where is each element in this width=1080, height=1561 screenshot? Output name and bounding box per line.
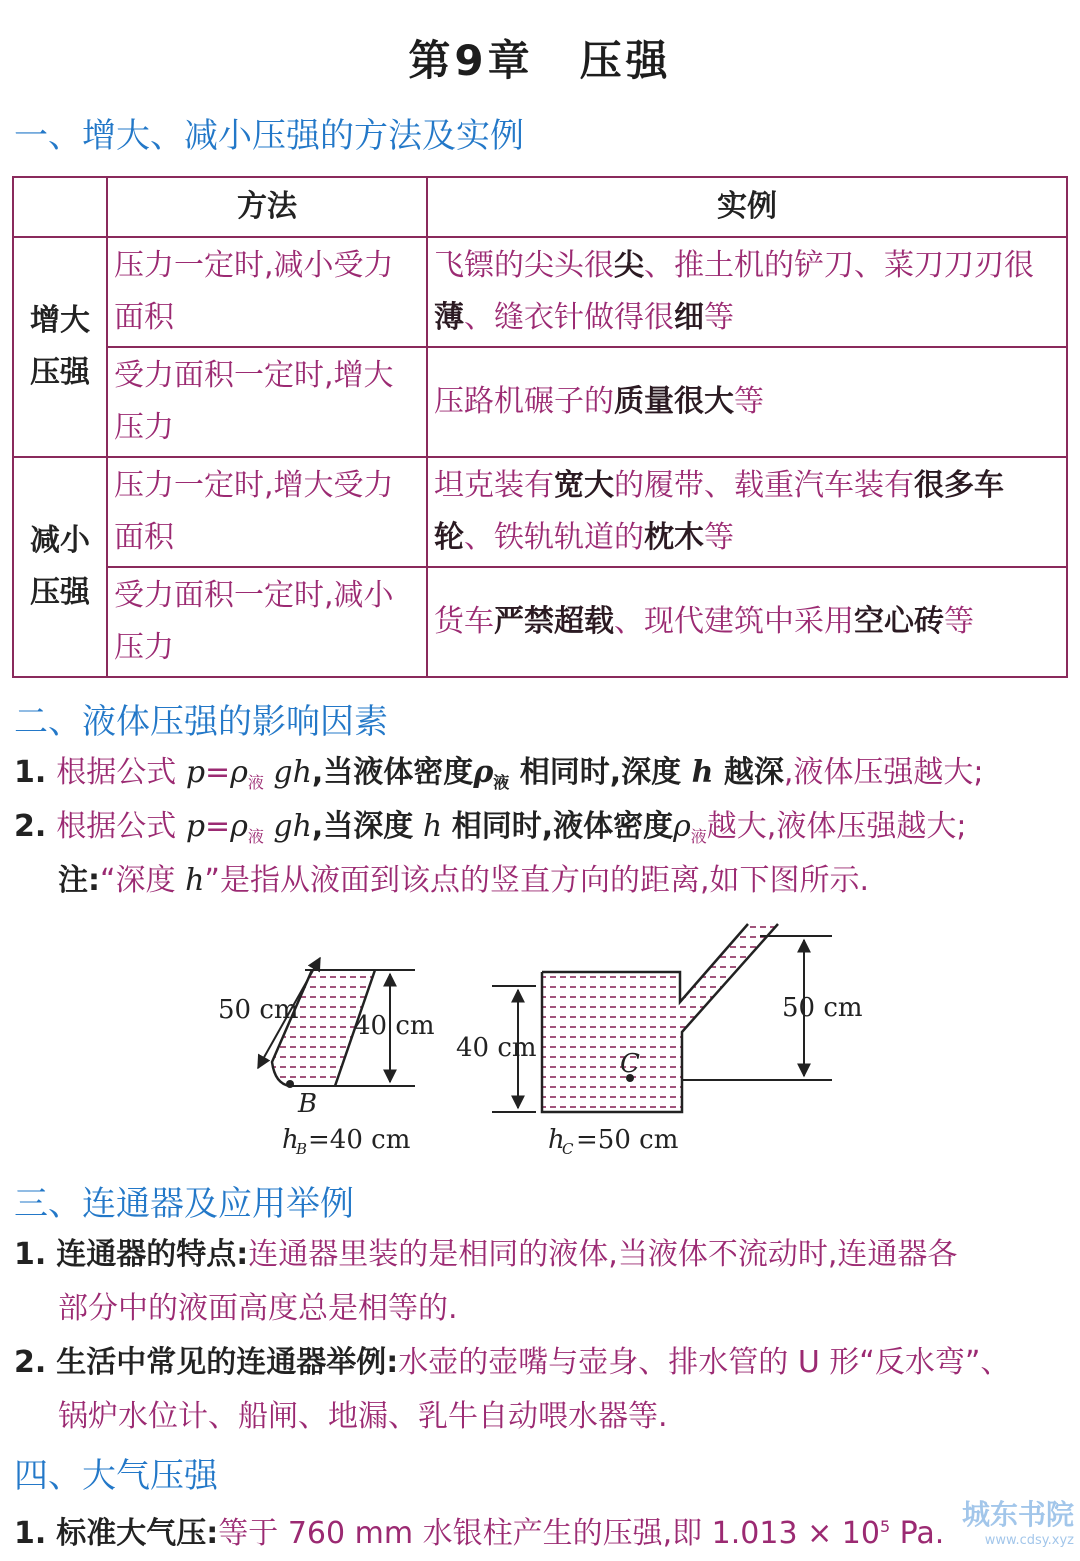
container-vessel: [492, 922, 832, 1112]
example-cell: 飞镖的尖头很尖、推土机的铲刀、菜刀刀刃很薄、缝衣针做得很细等: [427, 237, 1067, 347]
section-heading-4: 四、大气压强: [14, 1456, 218, 1496]
left-caption-value: =40 cm: [308, 1125, 411, 1155]
method-cell: 压力一定时,减小受力面积: [107, 237, 427, 347]
point-c-label: C: [620, 1049, 640, 1079]
watermark-name: 城东书院: [961, 1498, 1074, 1531]
left-caption-sub: B: [296, 1140, 308, 1158]
watermark-url: www.cdsy.xyz: [984, 1533, 1074, 1548]
category-label: 增大: [30, 303, 90, 338]
depth-diagram: [200, 912, 880, 1162]
example-cell: 货车严禁超载、现代建筑中采用空心砖等: [427, 567, 1067, 677]
right-left-height-label: 40 cm: [456, 1033, 537, 1063]
page-title: 第9章 压强: [408, 36, 672, 85]
method-cell: 压力一定时,增大受力面积: [107, 457, 427, 567]
table-header-example: 实例: [427, 177, 1067, 237]
liquid-point-1: 1. 根据公式 $p=\rho_液$ gh,当液体密度$\rho_液$ 相同时,深度 h 越深,液体压强越大;: [14, 755, 984, 792]
table-header-row: [13, 177, 1067, 237]
right-caption-h: h: [548, 1125, 565, 1155]
table-row: [13, 237, 1067, 347]
right-caption-sub: C: [562, 1140, 574, 1158]
liquid-note: 注:“深度 h”是指从液面到该点的竖直方向的距离,如下图所示.: [58, 863, 870, 898]
liquid-point-2: 2. 根据公式 $p=\rho_液$ gh,当深度 h 相同时,液体密度$\rho_液$越大,液体压强越大;: [14, 809, 967, 846]
category-decrease: [13, 457, 107, 677]
method-cell: 受力面积一定时,减小压力: [107, 567, 427, 677]
category-label: 减小: [30, 523, 90, 558]
table-row: [13, 457, 1067, 567]
table-header-method: 方法: [107, 177, 427, 237]
right-caption-value: =50 cm: [576, 1125, 679, 1155]
connector-point-2: 2. 生活中常见的连通器举例:水壶的壶嘴与壶身、排水管的 U 形“反水弯”、: [14, 1345, 1011, 1380]
atmos-point-1: 1. 标准大气压:等于 760 mm 水银柱产生的压强,即 $1.013 \times 10^5$ Pa.: [14, 1516, 945, 1551]
connector-point-1-cont: 部分中的液面高度总是相等的.: [58, 1291, 458, 1326]
table-row: [13, 347, 1067, 457]
methods-table: [12, 176, 1068, 678]
watermark: [962, 1493, 1074, 1548]
left-caption-h: h: [282, 1125, 299, 1155]
table-header-empty: [13, 177, 107, 237]
left-height-label: 40 cm: [354, 1011, 435, 1041]
example-cell: 坦克装有宽大的履带、载重汽车装有很多车轮、铁轨轨道的枕木等: [427, 457, 1067, 567]
method-cell: 受力面积一定时,增大压力: [107, 347, 427, 457]
category-increase: [13, 237, 107, 457]
section-heading-2: 二、液体压强的影响因素: [14, 702, 388, 742]
section-heading-3: 三、连通器及应用举例: [14, 1184, 354, 1224]
left-slant-label: 50 cm: [218, 995, 299, 1025]
category-label: 压强: [30, 355, 90, 390]
connector-point-1: 1. 连通器的特点:连通器里装的是相同的液体,当液体不流动时,连通器各: [14, 1237, 958, 1272]
right-height-label: 50 cm: [782, 993, 863, 1023]
table-row: [13, 567, 1067, 677]
example-cell: 压路机碾子的质量很大等: [427, 347, 1067, 457]
category-label: 压强: [30, 575, 90, 610]
connector-point-2-cont: 锅炉水位计、船闸、地漏、乳牛自动喂水器等.: [58, 1399, 668, 1434]
section-heading-1: 一、增大、减小压强的方法及实例: [14, 116, 524, 156]
point-b-label: B: [298, 1089, 318, 1119]
